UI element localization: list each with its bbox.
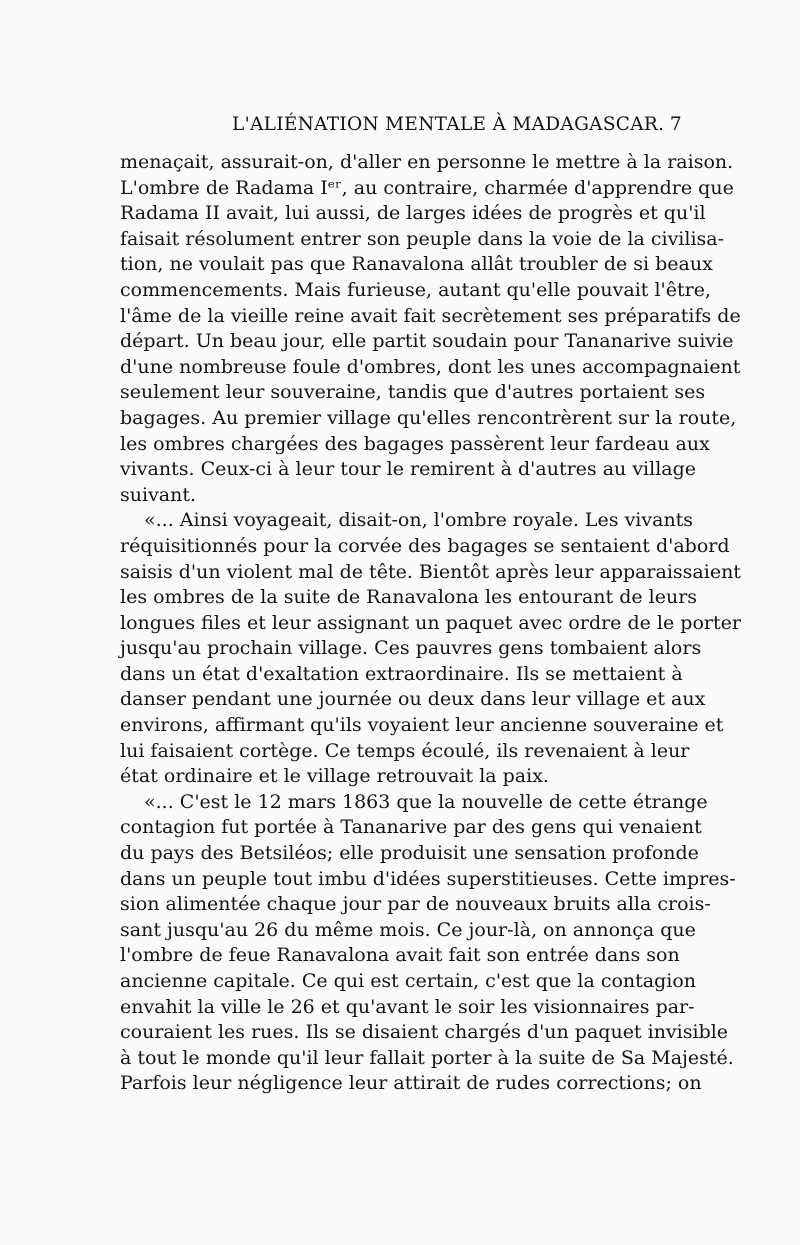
text-line: danser pendant une journée ou deux dans leur village et aux	[120, 688, 706, 711]
paragraph	[120, 150, 741, 508]
text-line: «... Ainsi voyageait, disait-on, l'ombre royale. Les vivants	[144, 509, 694, 532]
text-line: environs, affirmant qu'ils voyaient leur ancienne souveraine et	[120, 714, 724, 737]
text-line: L'ombre de Radama Iᵉʳ, au contraire, charmée d'apprendre que	[120, 176, 734, 199]
text-line: les ombres chargées des bagages passèrent leur fardeau aux	[120, 432, 710, 455]
text-line: à tout le monde qu'il leur fallait porter à la suite de Sa Majesté.	[120, 1046, 734, 1069]
text-line: jusqu'au prochain village. Ces pauvres gens tombaient alors	[120, 637, 702, 660]
text-line: «... C'est le 12 mars 1863 que la nouvelle de cette étrange	[144, 790, 708, 813]
text-line: l'ombre de feue Ranavalona avait fait son entrée dans son	[120, 944, 680, 967]
text-line: couraient les rues. Ils se disaient chargés d'un paquet invisible	[120, 1021, 729, 1044]
text-line: les ombres de la suite de Ranavalona les entourant de leurs	[120, 586, 698, 609]
text-line: réquisitionnés pour la corvée des bagages se sentaient d'abord	[120, 534, 730, 557]
text-line: suivant.	[120, 483, 197, 506]
text-line: bagages. Au premier village qu'elles rencontrèrent sur la route,	[120, 406, 737, 429]
text-line: envahit la ville le 26 et qu'avant le soir les visionnaires par-	[120, 995, 695, 1018]
text-line: Radama II avait, lui aussi, de larges idées de progrès et qu'il	[120, 202, 706, 225]
text-line: l'âme de la vieille reine avait fait secrètement ses préparatifs de	[120, 304, 741, 327]
text-line: lui faisaient cortège. Ce temps écoulé, ils revenaient à leur	[120, 739, 690, 762]
text-line: commencements. Mais furieuse, autant qu'elle pouvait l'être,	[120, 278, 712, 301]
text-line: Parfois leur négligence leur attirait de rudes corrections; on	[120, 1072, 702, 1095]
paragraph	[120, 790, 736, 1097]
text-line: dans un état d'exaltation extraordinaire. Ils se mettaient à	[120, 662, 683, 685]
text-line: sion alimentée chaque jour par de nouveaux bruits alla crois-	[120, 893, 711, 916]
text-line: saisis d'un violent mal de tête. Bientôt après leur apparaissaient	[120, 560, 741, 583]
text-line: faisait résolument entrer son peuple dans la voie de la civilisa-	[120, 227, 725, 250]
text-line: d'une nombreuse foule d'ombres, dont les unes accompagnaient	[120, 355, 741, 378]
text-line: état ordinaire et le village retrouvait la paix.	[120, 765, 549, 788]
running-head	[120, 114, 682, 144]
text-line: sant jusqu'au 26 du même mois. Ce jour-là, on annonça que	[120, 918, 696, 941]
text-line: longues files et leur assignant un paquet avec ordre de le porter	[120, 611, 741, 634]
text-line: du pays des Betsiléos; elle produisit une sensation profonde	[120, 842, 699, 865]
text-line: seulement leur souveraine, tandis que d'autres portaient ses	[120, 381, 706, 404]
running-title: L'ALIÉNATION MENTALE À MADAGASCAR.	[232, 114, 665, 135]
text-line: dans un peuple tout imbu d'idées superstitieuses. Cette impres-	[120, 867, 736, 890]
paragraph	[120, 508, 741, 790]
text-line: départ. Un beau jour, elle partit soudain pour Tananarive suivie	[120, 330, 734, 353]
text-line: contagion fut portée à Tananarive par des gens qui venaient	[120, 816, 702, 839]
text-line: tion, ne voulait pas que Ranavalona allât troubler de si beaux	[120, 253, 713, 276]
body-text	[120, 150, 741, 1097]
text-line: menaçait, assurait-on, d'aller en personne le mettre à la raison.	[120, 151, 734, 173]
page-number: 7	[669, 114, 682, 135]
text-line: vivants. Ceux-ci à leur tour le remirent à d'autres au village	[120, 458, 697, 481]
text-line: ancienne capitale. Ce qui est certain, c'est que la contagion	[120, 970, 697, 992]
